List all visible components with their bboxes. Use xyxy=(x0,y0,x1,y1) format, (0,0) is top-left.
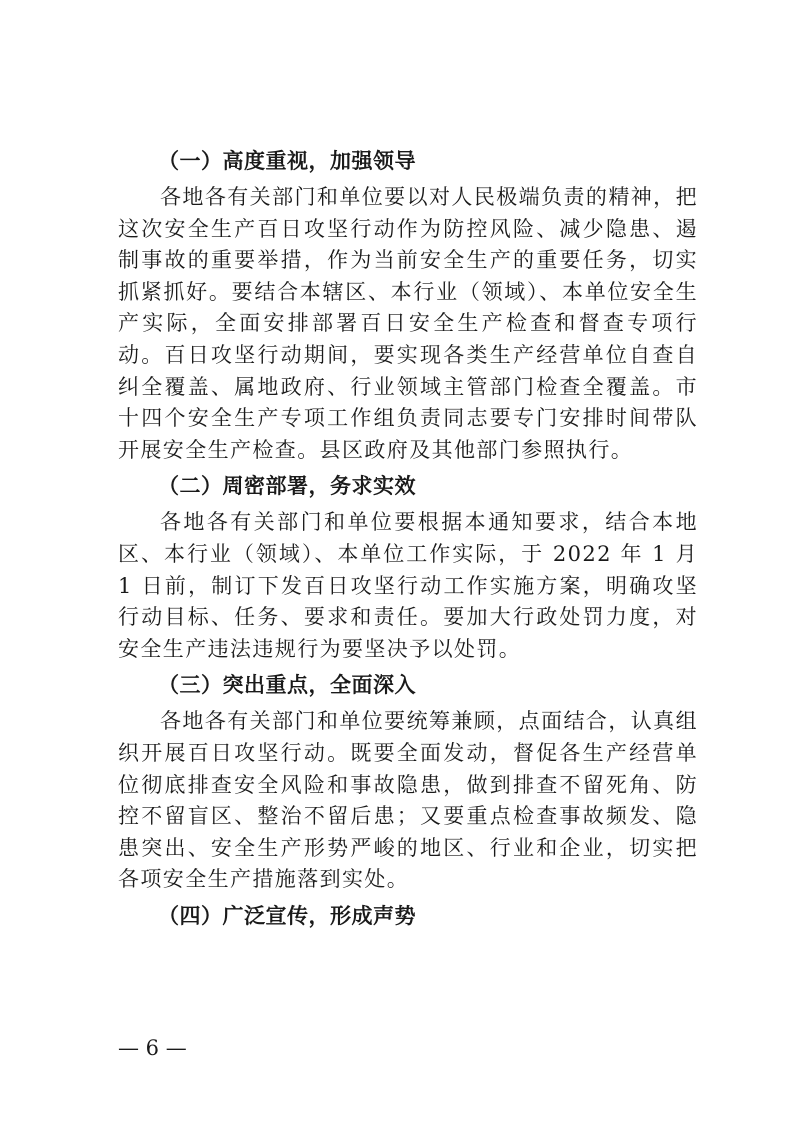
section-paragraph-1: 各地各有关部门和单位要以对人民极端负责的精神，把这次安全生产百日攻坚行动作为防控风险、减少隐患、遏制事故的重要举措，作为当前安全生产的重要任务，切实抓紧抓好。要结合本辖区、本行业（领域）、本单位安全生产实际，全面安排部署百日安全生产检查和督查专项行动。百日攻坚行动期间，要实现各类生产经营单位自查自纠全覆盖、属地政府、行业领域主管部门检查全覆盖。市十四个安全生产专项工作组负责同志要专门安排时间带队开展安全生产检查。县区政府及其他部门参照执行。 xyxy=(118,185,698,462)
document-body xyxy=(118,146,698,932)
section-heading-2: （二）周密部署，务求实效 xyxy=(158,474,416,499)
page-number: — 6 — xyxy=(118,1036,187,1060)
section-paragraph-3: 各地各有关部门和单位要统筹兼顾，点面结合，认真组织开展百日攻坚行动。既要全面发动，督促各生产经营单位彻底排查安全风险和事故隐患，做到排查不留死角、防控不留盲区、整治不留后患；又要重点检查事故频发、隐患突出、安全生产形势严峻的地区、行业和企业，切实把各项安全生产措施落到实处。 xyxy=(118,709,698,892)
section-paragraph-2: 各地各有关部门和单位要根据本通知要求，结合本地区、本行业（领域）、本单位工作实际，于 2022 年 1 月 1 日前，制订下发百日攻坚行动工作实施方案，明确攻坚行动目标、任务、要求和责任。要加大行政处罚力度，对安全生产违法违规行为要坚决予以处罚。 xyxy=(118,510,698,661)
section-heading-3: （三）突出重点，全面深入 xyxy=(158,673,416,698)
section-heading-4: （四）广泛宣传，形成声势 xyxy=(158,903,416,928)
section-heading-1: （一）高度重视，加强领导 xyxy=(158,149,416,173)
